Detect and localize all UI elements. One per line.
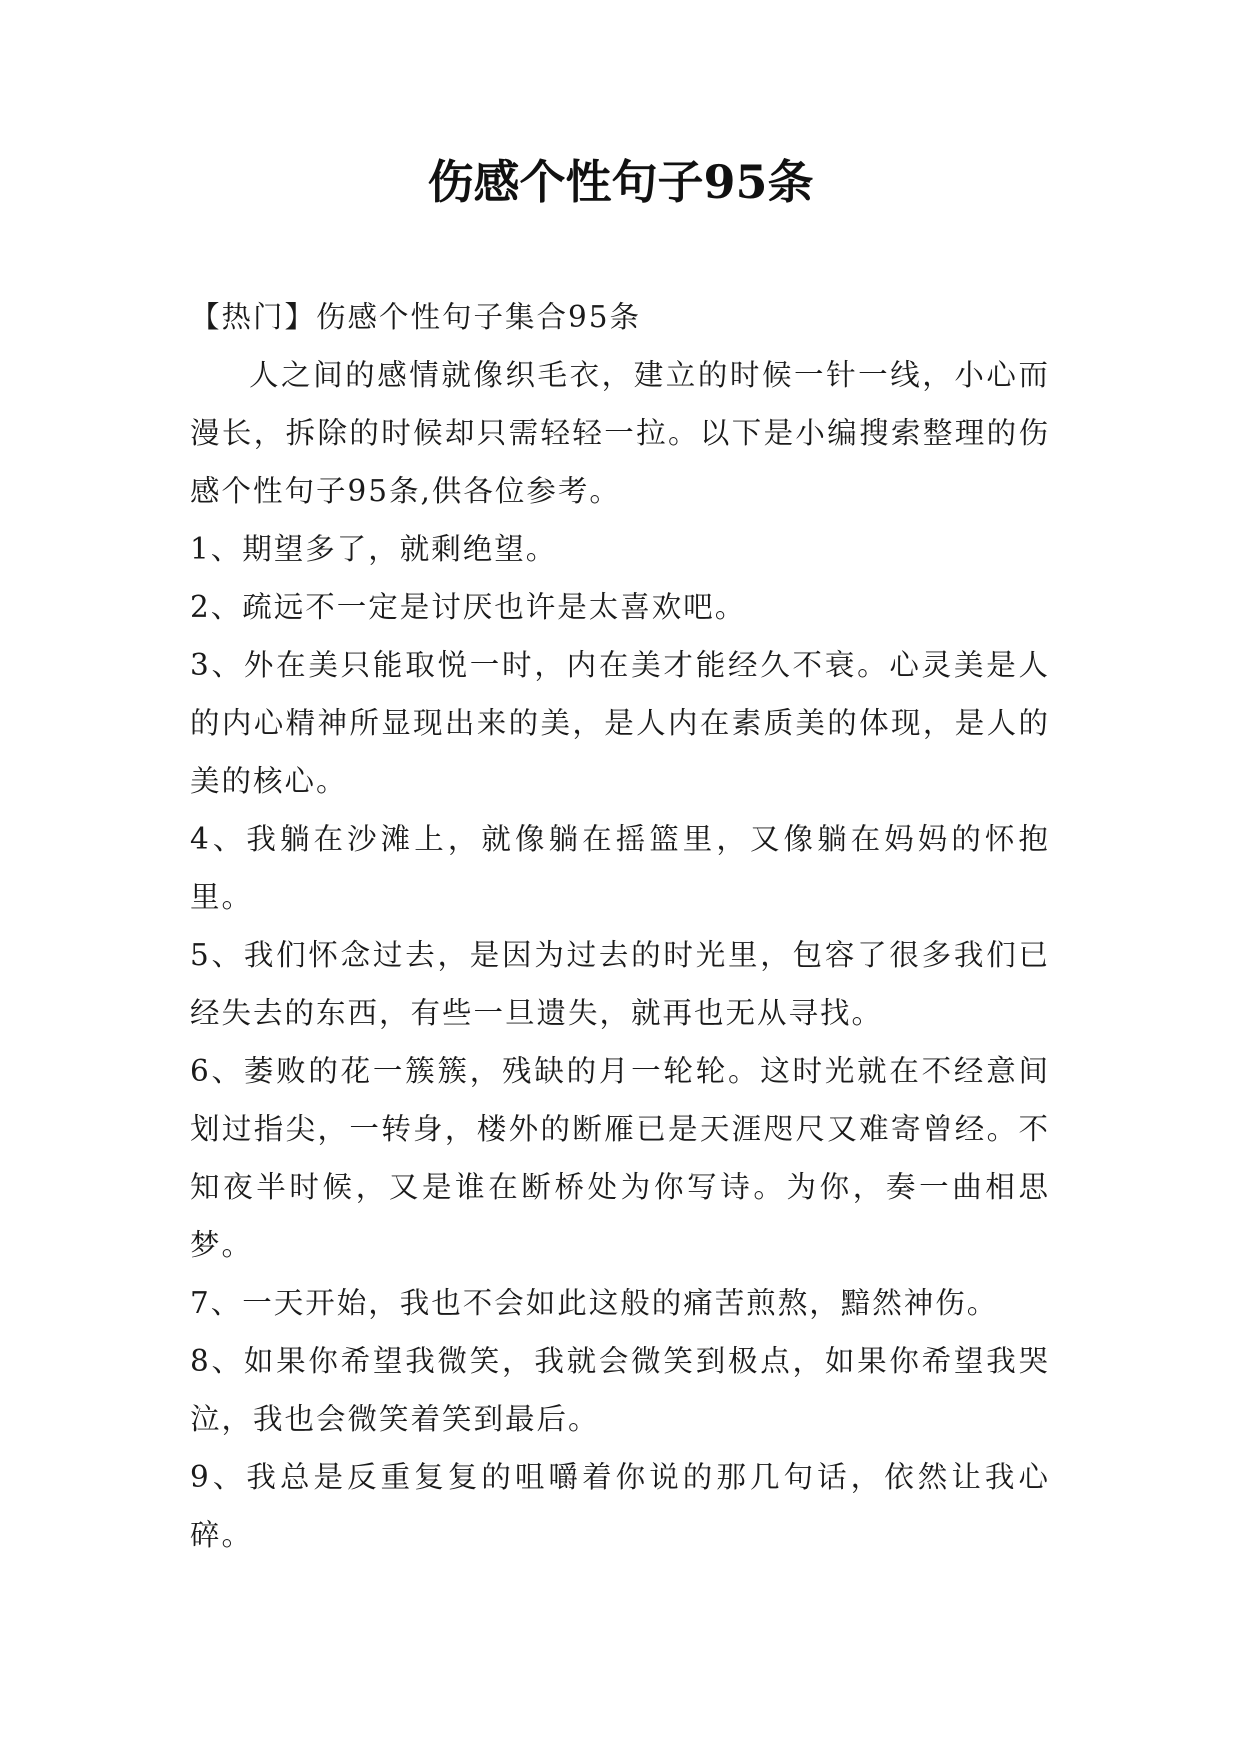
document-body: [190, 288, 1050, 1564]
list-item-5: 5、我们怀念过去，是因为过去的时光里，包容了很多我们已经失去的东西，有些一旦遗失，就再也无从寻找。: [190, 938, 1050, 1030]
list-item-8: 8、如果你希望我微笑，我就会微笑到极点，如果你希望我哭泣，我也会微笑着笑到最后。: [190, 1344, 1050, 1436]
list-item-9: 9、我总是反重复复的咀嚼着你说的那几句话，依然让我心碎。: [190, 1460, 1050, 1552]
subtitle-line: 【热门】伤感个性句子集合95条: [190, 300, 642, 334]
list-item-4: 4、我躺在沙滩上，就像躺在摇篮里，又像躺在妈妈的怀抱里。: [190, 822, 1050, 914]
list-item-3: 3、外在美只能取悦一时，内在美才能经久不衰。心灵美是人的内心精神所显现出来的美，是人内在素质美的体现，是人的美的核心。: [190, 648, 1050, 798]
document-title: 伤感个性句子95条: [427, 155, 814, 209]
intro-paragraph: 人之间的感情就像织毛衣，建立的时候一针一线，小心而漫长，拆除的时候却只需轻轻一拉。以下是小编搜索整理的伤感个性句子95条,供各位参考。: [190, 358, 1050, 508]
list-item-1: 1、期望多了，就剩绝望。: [190, 532, 558, 566]
list-item-6: 6、萎败的花一簇簇，残缺的月一轮轮。这时光就在不经意间划过指尖，一转身，楼外的断雁已是天涯咫尺又难寄曾经。不知夜半时候，又是谁在断桥处为你写诗。为你，奏一曲相思梦。: [190, 1054, 1050, 1262]
list-item-7: 7、一天开始，我也不会如此这般的痛苦煎熬，黯然神伤。: [190, 1286, 999, 1320]
list-item-2: 2、疏远不一定是讨厌也许是太喜欢吧。: [190, 590, 747, 624]
